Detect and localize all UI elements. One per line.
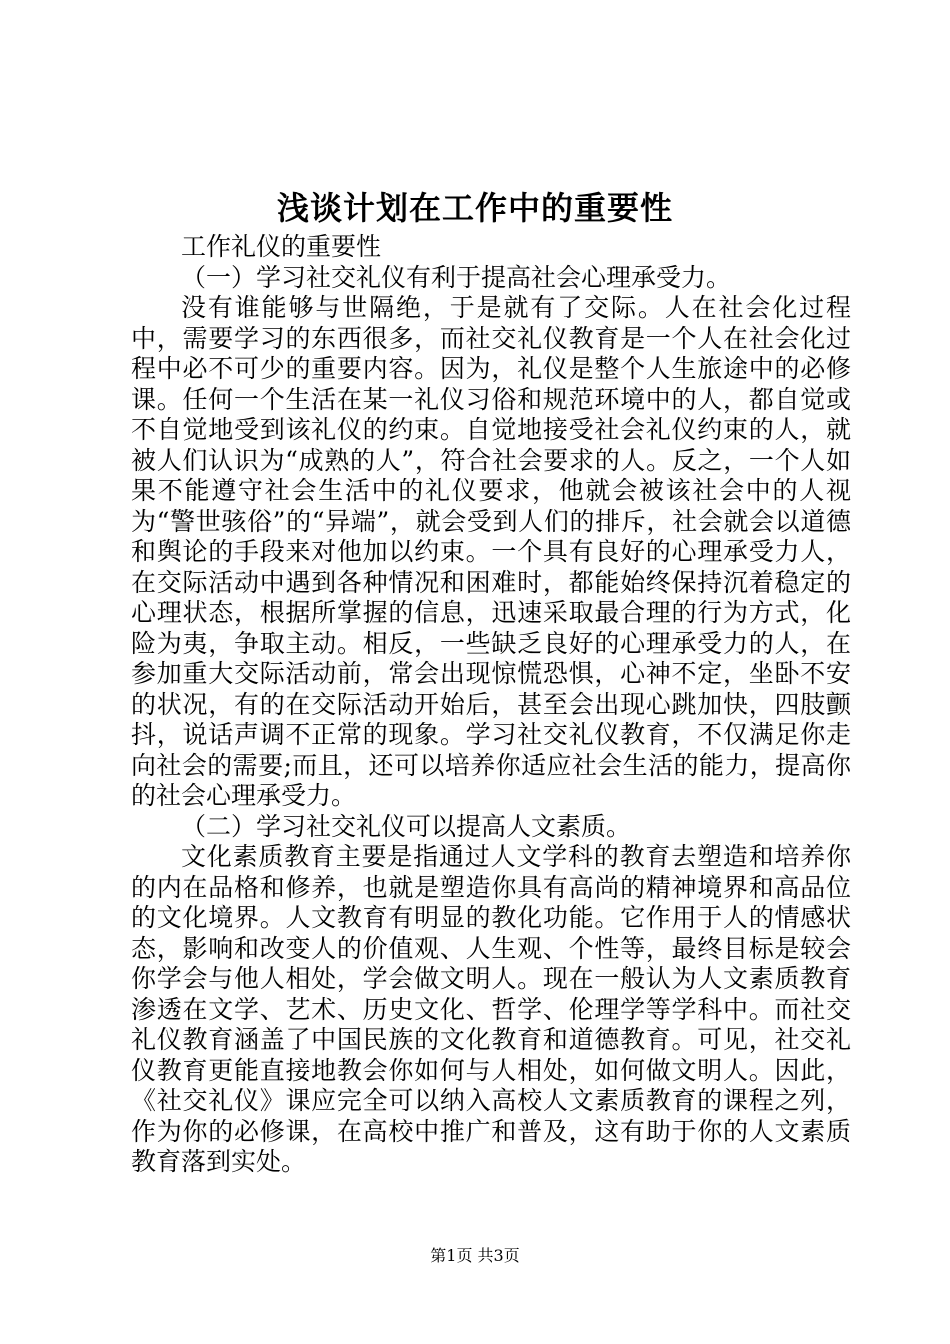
document-body — [131, 232, 851, 1178]
subsection-heading-1: （一）学习社交礼仪有利于提高社会心理承受力。 — [181, 262, 732, 292]
section-heading: 工作礼仪的重要性 — [181, 232, 382, 261]
subsection-heading-2: （二）学习社交礼仪可以提高人文素质。 — [181, 811, 632, 841]
body-paragraph-2: 文化素质教育主要是指通过人文学科的教育去塑造和培养你的内在品格和修养，也就是塑造你具有高尚的精神境界和高品位的文化境界。人文教育有明显的教化功能。它作用于人的情感状态，影响和改变人的价值观、人生观、个性等，最终目标是较会你学会与他人相处，学会做文明人。现在一般认为人文素质教育渗透在文学、艺术、历史文化、哲学、伦理学等学科中。而社交礼仪教育涵盖了中国民族的文化教育和道德教育。可见，社交礼仪教育更能直接地教会你如何与人相处，如何做文明人。因此，《社交礼仪》课应完全可以纳入高校人文素质教育的课程之列，作为你的必修课，在高校中推广和普及，这有助于你的人文素质教育落到实处。 — [131, 842, 851, 1176]
body-paragraph-1: 没有谁能够与世隔绝，于是就有了交际。人在社会化过程中，需要学习的东西很多，而社交礼仪教育是一个人在社会化过程中必不可少的重要内容。因为，礼仪是整个人生旅途中的必修课。任何一个生活在某一礼仪习俗和规范环境中的人，都自觉或不自觉地受到该礼仪的约束。自觉地接受社会礼仪约束的人，就被人们认识为“成熟的人”，符合社会要求的人。反之，一个人如果不能遵守社会生活中的礼仪要求，他就会被该社会中的人视为“警世骇俗”的“异端”，就会受到人们的排斥，社会就会以道德和舆论的手段来对他加以约束。一个具有良好的心理承受力人，在交际活动中遇到各种情况和困难时，都能始终保持沉着稳定的心理状态，根据所掌握的信息，迅速采取最合理的行为方式，化险为夷，争取主动。相反，一些缺乏良好的心理承受力的人，在参加重大交际活动前，常会出现惊慌恐惧，心神不定，坐卧不安的状况，有的在交际活动开始后，甚至会出现心跳加快，四肢颤抖，说话声调不正常的现象。学习社交礼仪教育，不仅满足你走向社会的需要;而且，还可以培养你适应社会生活的能力，提高你的社会心理承受力。 — [131, 293, 851, 810]
document-title: 浅谈计划在工作中的重要性 — [276, 189, 673, 227]
page-footer: 第1页 共3页 — [430, 1246, 520, 1265]
